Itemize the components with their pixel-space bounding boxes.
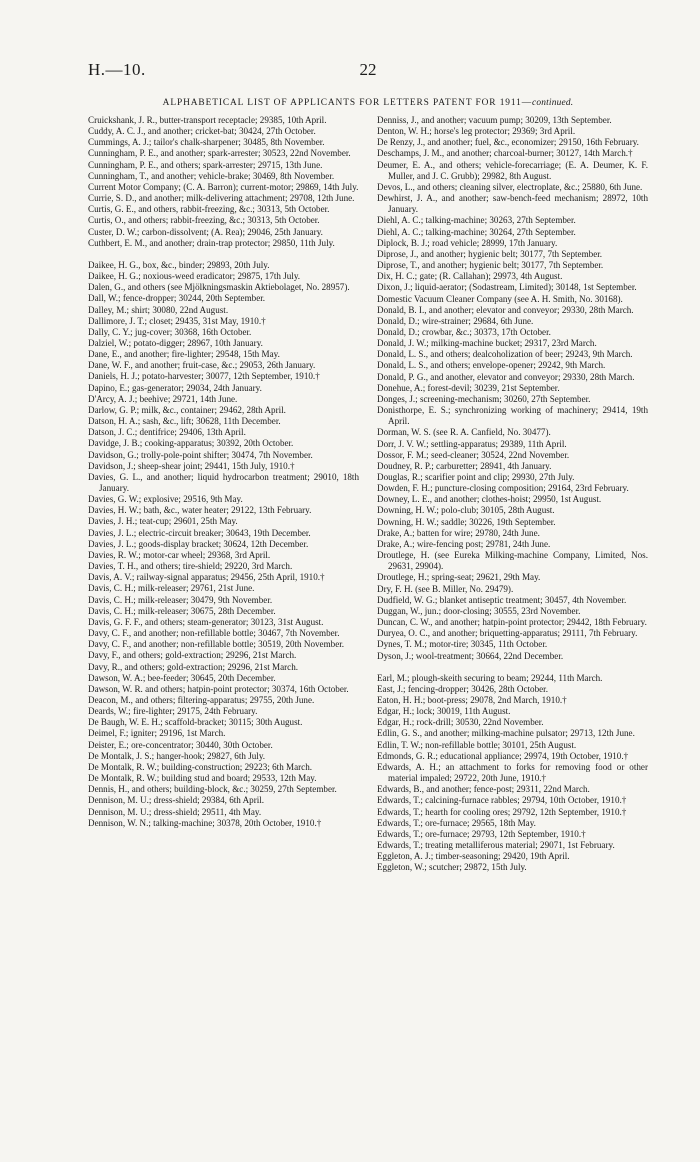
applicant-entry: Dalen, G., and others (see Mjölkningsmaskin Aktiebolaget, No. 28957). [88,282,350,293]
applicant-entry: De Montalk, J. S.; hanger-hook; 29827, 6th July. [88,750,266,761]
applicant-entry: Dalziel, W.; potato-digger; 28967, 10th January. [88,337,263,348]
applicant-entry: Davidge, J. B.; cooking-apparatus; 30392, 20th October. [88,438,294,449]
applicant-entry: Donges, J.; screening-mechanism; 30260, 27th September. [377,393,591,404]
list-title-continued: continued. [531,98,574,108]
applicant-entry: Datson, J. C.; dentifrice; 29406, 13th April. [88,427,246,438]
applicant-entry: Eggleton, W.; scutcher; 29872, 15th July. [377,862,527,873]
applicant-entry: Dapino, E.; gas-generator; 29034, 24th January. [88,382,262,393]
applicant-entry: Dallimore, J. T.; closet; 29435, 31st May, 1910.† [88,315,266,326]
applicant-entry: Domestic Vacuum Cleaner Company (see A. H. Smith, No. 30168). [377,293,623,304]
applicant-entry: Drake, A.; batten for wire; 29780, 24th June. [377,527,540,538]
applicant-entry: Douglas, R.; scarifier point and clip; 29930, 27th July. [377,472,575,482]
applicant-entry: Droutlege, H. (see Eureka Milking-machine Company, Limited, Nos. 29631, 29904). [377,550,648,572]
applicant-entry: Edwards, T.; ore-furnace; 29565, 18th May. [377,817,536,828]
applicant-entry: Deschamps, J. M., and another; charcoal-burner; 30127, 14th March.† [377,148,633,159]
applicant-entry: Dowden, F. H.; puncture-closing composition; 29164, 23rd February. [377,483,629,494]
applicant-entry: Dawson, W. A.; bee-feeder; 30645, 20th December. [88,672,276,683]
applicant-entry: De Montalk, R. W.; building stud and board; 29533, 12th May. [88,773,317,784]
applicant-entry: Donald, B. I., and another; elevator and conveyor; 29330, 28th March. [377,304,634,315]
applicant-entry: Deacon, M., and others; filtering-apparatus; 29755, 20th June. [88,694,315,705]
applicant-entry: Dewhirst, J. A., and another; saw-bench-feed mechanism; 28972, 10th January. [377,193,648,215]
applicant-entry: Edwards, A. H.; an attachment to forks for removing food or other material impaled; 29722, 20th June, 1910.† [377,761,648,784]
applicant-entry: Davis, G. F. F., and others; steam-generator; 30123, 31st August. [88,616,324,627]
applicant-entry: Doudney, R. P.; carburetter; 28941, 4th January. [377,460,552,471]
applicant-entry: Cunningham, P. E., and others; spark-arrester; 29715, 13th June. [88,159,323,170]
applicant-entry: Duncan, C. W., and another; hatpin-point protector; 29442, 18th February. [377,617,647,628]
document-reference: H.—10. [88,60,146,79]
applicant-entry: Cuthbert, E. M., and another; drain-trap protector; 29850, 11th July. [88,237,335,248]
applicant-entry: Davies, J. H.; teat-cup; 29601, 25th May. [88,516,238,527]
applicant-entry: Diehl, A. C.; talking-machine; 30263, 27th September. [377,215,576,226]
applicant-entry: Davis, A. V.; railway-signal apparatus; 29456, 25th April, 1910.† [88,572,325,583]
applicant-entry: Dane, W. F., and another; fruit-case, &c.; 29053, 26th January. [88,360,316,371]
applicant-entry: Dawson, W. R. and others; hatpin-point protector; 30374, 16th October. [88,683,349,694]
applicant-entry: Edgar, H.; rock-drill; 30530, 22nd November. [377,717,544,728]
applicant-entry: Eggleton, A. J.; timber-seasoning; 29420, 19th April. [377,851,570,862]
applicant-entry: Dennis, H., and others; building-block, &c.; 30259, 27th September. [88,784,337,795]
applicant-entry: Deister, E.; ore-concentrator; 30440, 30th October. [88,739,273,750]
applicant-entry: Deumer, E. A., and others; vehicle-forecarriage; (E. A. Deumer, K. F. Muller, and J. C. Grubb); 29982, 8th August. [377,159,648,181]
applicant-entry: Dennison, W. N.; talking-machine; 30378, 20th October, 1910.† [88,817,322,828]
right-column [377,115,648,1132]
applicant-entry: Curtis, G. E., and others, rabbit-freezing, &c.; 30313, 5th October. [88,204,330,215]
applicant-entry: Eaton, H. H.; boot-press; 29078, 2nd March, 1910.† [377,694,567,705]
applicant-entry: Davies, G. W.; explosive; 29516, 9th May. [88,494,243,505]
applicant-entry: Davis, C. H.; milk-releaser; 30675, 28th December. [88,605,276,616]
applicant-entry: Darlow, G. P.; milk, &c., container; 29462, 28th April. [88,404,286,415]
applicant-entry: Dynes, T. M.; motor-tire; 30345, 11th October. [377,639,548,650]
applicant-entry: Diprose, T., and another; hygienic belt; 30177, 7th September. [377,260,604,271]
applicant-entry: Donald, L. S., and others; dealcoholization of beer; 29243, 9th March. [377,349,633,360]
applicant-entry: Datson, H. A.; sash, &c., lift; 30628, 11th December. [88,416,281,427]
applicant-entry: Denniss, J., and another; vacuum pump; 30209, 13th September. [377,115,612,125]
applicant-entry: Downing, H. W.; polo-club; 30105, 28th August. [377,505,555,516]
applicant-entry: Daniels, H. J.; potato-harvester; 30077, 12th September, 1910.† [88,371,320,382]
applicant-entry: Drake, A.; wire-fencing post; 29781, 24th June. [377,538,551,549]
applicant-entry: Edwards, T.; treating metalliferous material; 29071, 1st February. [377,840,615,850]
page-number: 22 [359,60,377,79]
applicant-entry: Deimel, F.; igniter; 29196, 1st March. [88,728,226,739]
applicant-entry: De Montalk, R. W.; building-construction; 29223; 6th March. [88,761,313,772]
applicant-entry: Davidson, J.; sheep-shear joint; 29441, 15th July, 1910.† [88,460,295,471]
applicant-entry: Dyson, J.; wool-treatment; 30664, 22nd December. [377,650,564,661]
applicant-entry: Cunningham, P. E., and another; spark-arrester; 30523, 22nd November. [88,148,351,159]
applicant-entry: Droutlege, H.; spring-seat; 29621, 29th May. [377,572,541,583]
applicant-entry: Davy, F., and others; gold-extraction; 29296, 21st March. [88,650,297,661]
applicant-entry: Denton, W. H.; horse's leg protector; 29369; 3rd April. [377,126,576,137]
applicant-entry: Edwards, T.; ore-furnace; 29793, 12th September, 1910.† [377,828,586,839]
applicant-entry: Davies, J. L.; goods-display bracket; 30624, 12th December. [88,538,309,549]
applicant-entry: Donald, L. S., and others; envelope-opener; 29242, 9th March. [377,360,606,371]
section-gap [377,662,648,673]
applicant-entry: Dudfield, W. G.; blanket antiseptic treatment; 30457, 4th November. [377,594,627,605]
applicant-entry: Currie, S. D., and another; milk-delivering attachment; 29708, 12th June. [88,193,355,204]
applicant-entry: Dix, H. C.; gate; (R. Callahan); 29973, 4th August. [377,271,563,282]
applicant-entry: Dall, W.; fence-dropper; 30244, 20th September. [88,293,266,304]
applicant-entry: Dorman, W. S. (see R. A. Canfield, No. 30477). [377,427,551,438]
applicant-entry: Deards, W.; fire-lighter; 29175, 24th February. [88,706,258,717]
applicant-entry: Dorr, J. V. W.; settling-apparatus; 29389, 11th April. [377,438,567,449]
applicant-entry: Davis, C. H.; milk-releaser; 30479, 9th November. [88,594,273,605]
applicant-entry: East, J.; fencing-dropper; 30426, 28th October. [377,683,548,694]
applicant-entry: Davies, R. W.; motor-car wheel; 29368, 3rd April. [88,549,271,560]
applicant-entry: Davy, R., and others; gold-extraction; 29296, 21st March. [88,661,299,672]
applicant-entry: Davis, C. H.; milk-releaser; 29761, 21st June. [88,583,255,594]
applicant-entry: Duryea, O. C., and another; briquetting-apparatus; 29111, 7th February. [377,628,638,639]
applicant-entry: Edwards, T.; hearth for cooling ores; 29792, 12th September, 1910.† [377,806,627,817]
applicant-entry: Donald, J. W.; milking-machine bucket; 29317, 23rd March. [377,338,597,349]
applicant-entry: Donisthorpe, E. S.; synchronizing working of machinery; 29414, 19th April. [377,405,648,427]
applicant-entry: Davies, J. L.; electric-circuit breaker; 30643, 19th December. [88,527,311,538]
applicant-entry: Edwards, T.; calcining-furnace rabbles; 29794, 10th October, 1910.† [377,795,627,806]
left-column [88,115,359,1132]
applicant-entry: Davies, T. H., and others; tire-shield; 29220, 3rd March. [88,561,293,572]
applicant-entry: Diplock, B. J.; road vehicle; 28999, 17th January. [377,237,558,248]
applicant-entry: Earl, M.; plough-skeith securing to beam; 29244, 11th March. [377,672,603,683]
applicant-entry: Daikee, H. G.; noxious-weed eradicator; 29875, 17th July. [88,271,301,282]
applicant-entry: Downey, L. E., and another; clothes-hoist; 29950, 1st August. [377,494,602,505]
applicant-entry: Donald, D.; crowbar, &c.; 30373, 17th October. [377,326,551,337]
applicant-entry: Dixon, J.; liquid-aerator; (Sodastream, Limited); 30148, 1st September. [377,282,637,293]
list-title-main: ALPHABETICAL LIST OF APPLICANTS FOR LETTERS PATENT FOR 1911— [162,98,532,108]
applicant-entry: Davies, H. W.; bath, &c., water heater; 29122, 13th February. [88,505,312,516]
applicant-entry: Edlin, G. S., and another; milking-machine pulsator; 29713, 12th June. [377,728,635,739]
applicant-entry: Downing, H. W.; saddle; 30226, 19th September. [377,516,556,527]
applicant-entry: De Baugh, W. E. H.; scaffold-bracket; 30115; 30th August. [88,717,303,728]
applicant-entry: Cummings, A. J.; tailor's chalk-sharpener; 30485, 8th November. [88,137,325,148]
applicant-entry: D'Arcy, A. J.; beehive; 29721, 14th June. [88,393,238,404]
applicant-entry: Dry, F. H. (see B. Miller, No. 29479). [377,583,514,594]
applicant-entry: Dally, C. Y.; jug-cover; 30368, 16th October. [88,326,252,337]
applicant-entry: Current Motor Company; (C. A. Barron); current-motor; 29869, 14th July. [88,181,359,192]
applicant-entry: Diehl, A. C.; talking-machine; 30264, 27th September. [377,226,576,237]
applicant-entry: Duggan, W., jun.; door-closing; 30555, 23rd November. [377,605,581,616]
applicant-entry: Daikee, H. G., box, &c., binder; 29893, 20th July. [88,259,270,270]
applicant-entry: Donehue, A.; forest-devil; 30239, 21st September. [377,382,560,393]
applicant-entry: Diprose, J., and another; hygienic belt; 30177, 7th September. [377,248,603,259]
applicant-entry: Dennison, M. U.; dress-shield; 29384, 6th April. [88,795,265,806]
applicant-entry: De Renzy, J., and another; fuel, &c., economizer; 29150, 16th February. [377,137,639,148]
applicant-entry: Devos, L., and others; cleaning silver, electroplate, &c.; 25880, 6th June. [377,181,643,192]
applicant-entry: Cuddy, A. C. J., and another; cricket-bat; 30424, 27th October. [88,126,316,137]
applicant-entry: Cunningham, T., and another; vehicle-brake; 30469, 8th November. [88,170,335,181]
applicant-entry: Custer, D. W.; carbon-dissolvent; (A. Rea); 29046, 25th January. [88,226,323,237]
applicant-entry: Curtis, O., and others; rabbit-freezing, &c.; 30313, 5th October. [88,215,320,226]
applicant-entry: Dane, E., and another; fire-lighter; 29548, 15th May. [88,349,280,360]
applicant-entry: Davy, C. F., and another; non-refillable bottle; 30467, 7th November. [88,628,340,639]
applicant-entry: Dalley, M.; shirt; 30080, 22nd August. [88,304,229,315]
applicant-entry: Edwards, B., and another; fence-post; 29311, 22nd March. [377,784,590,795]
applicant-entry: Davidson, G.; trolly-pole-point shifter; 30474, 7th November. [88,449,313,460]
applicant-entry: Edmonds, G. R.; educational appliance; 29974, 19th October, 1910.† [377,750,629,761]
list-title [88,98,648,108]
applicant-entry: Davies, G. L., and another; liquid hydrocarbon treatment; 29010, 18th January. [88,471,359,493]
applicant-entry: Donald, P. G., and another, elevator and conveyor; 29330, 28th March. [377,371,635,382]
page-header [88,60,648,82]
applicant-entry: Davy, C. F., and another; non-refillable bottle; 30519, 20th November. [88,639,345,650]
applicant-entry: Edgar, H.; lock; 30019, 11th August. [377,706,511,717]
applicant-entry: Cruickshank, J. R., butter-transport receptacle; 29385, 10th April. [88,115,327,125]
applicant-entry: Dossor, F. M.; seed-cleaner; 30524, 22nd November. [377,449,570,460]
section-gap [88,249,359,260]
entry-columns [88,115,648,1132]
applicant-entry: Donald, D.; wire-strainer; 29684, 6th June. [377,315,534,326]
applicant-entry: Dennison, M. U.; dress-shield; 29511, 4th May. [88,806,262,817]
applicant-entry: Edlin, T. W.; non-refillable bottle; 30101, 25th August. [377,739,577,750]
